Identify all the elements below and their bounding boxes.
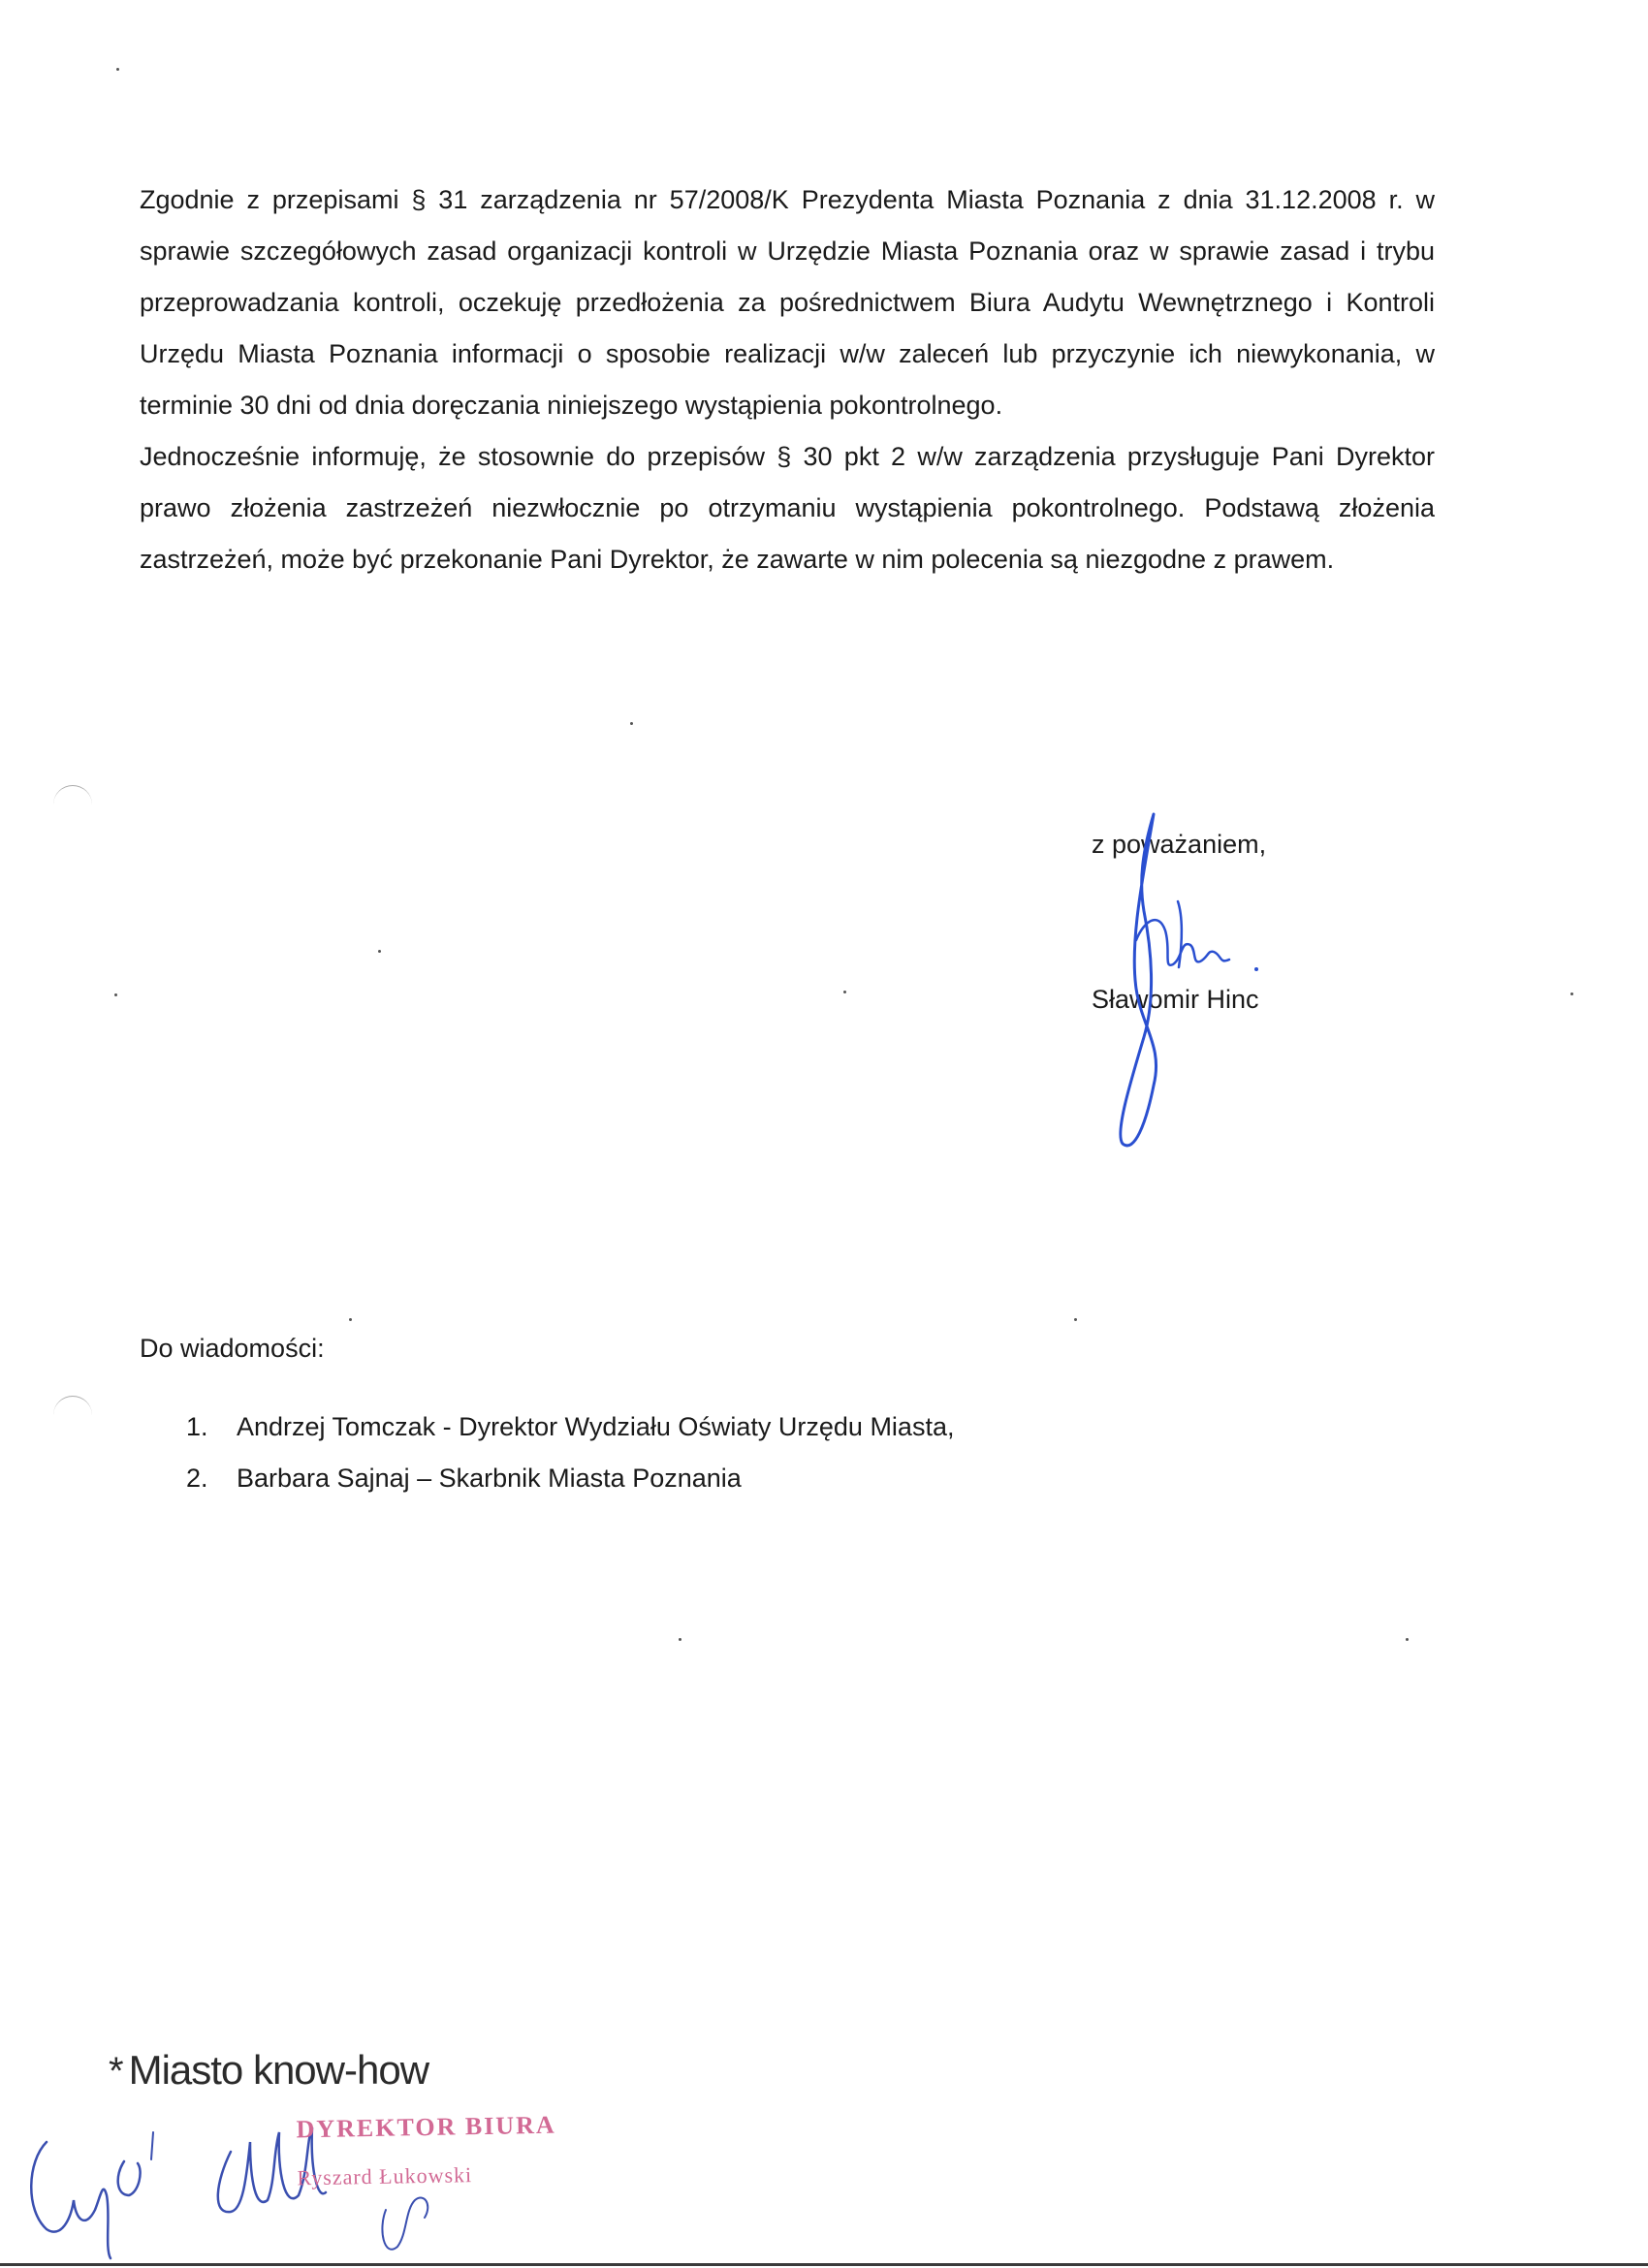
closing-salutation: z poważaniem, [1092, 830, 1267, 859]
body-paragraph-2: Jednocześnie informuję, że stosownie do przepisów § 30 pkt 2 w/w zarządzenia przysługuje Pani Dyrektor prawo złożenia zastrzeżeń niezwłocznie po otrzymaniu wystąpienia pokontrolnego. Podstawą złożenia zastrzeżeń, może być przekonanie Pani Dyrektor, że zawarte w nim polecenia są niezgodne z prawem. [140, 442, 1435, 574]
distribution-item-number: 1. [186, 1412, 208, 1441]
logo-text: Miasto know-how [128, 2047, 429, 2093]
distribution-heading: Do wiadomości: [140, 1334, 325, 1363]
body-paragraph-1: Zgodnie z przepisami § 31 zarządzenia nr 57/2008/K Prezydenta Miasta Poznania z dnia 31.12.2008 r. w sprawie szczegółowych zasad organizacji kontroli w Urzędzie Miasta Poznania oraz w sprawie zasad i trybu przeprowadzania kontroli, oczekuję przedłożenia za pośrednictwem Biura Audytu Wewnętrznego i Kontroli Urzędu Miasta Poznania informacji o sposobie realizacji w/w zaleceń lub przyczynie ich niewykonania, w terminie 30 dni od dnia doręczania niniejszego wystąpienia pokontrolnego. [140, 185, 1435, 420]
distribution-item-text: Andrzej Tomczak - Dyrektor Wydziału Oświaty Urzędu Miasta, [237, 1412, 955, 1441]
scan-speck [114, 993, 117, 996]
stamp-name: Ryszard Łukowski [297, 2162, 473, 2190]
distribution-item-text: Barbara Sajnaj – Skarbnik Miasta Poznania [237, 1464, 742, 1493]
distribution-item-number: 2. [186, 1464, 208, 1493]
scan-speck [679, 1638, 681, 1641]
letter-body [140, 174, 1435, 585]
distribution-item [186, 1402, 954, 1453]
director-stamp [296, 2111, 556, 2191]
city-logo [109, 2047, 428, 2094]
handwritten-signature [1086, 795, 1309, 1163]
scan-speck [116, 68, 119, 71]
scan-speck [843, 991, 846, 993]
stamp-title: DYREKTOR BIURA [296, 2110, 556, 2144]
scan-speck [1406, 1638, 1409, 1641]
scan-speck [1570, 992, 1573, 995]
scan-artifact [53, 1396, 92, 1416]
logo-star-icon: * [109, 2050, 123, 2093]
page-bottom-edge [0, 2263, 1648, 2266]
distribution-list [186, 1402, 954, 1504]
scan-speck [630, 722, 633, 725]
signer-name: Sławomir Hinc [1092, 985, 1259, 1014]
scan-artifact [53, 785, 92, 805]
scan-speck [378, 950, 381, 953]
scan-speck [1074, 1318, 1077, 1321]
distribution-item [186, 1453, 954, 1504]
scan-speck [349, 1318, 352, 1321]
